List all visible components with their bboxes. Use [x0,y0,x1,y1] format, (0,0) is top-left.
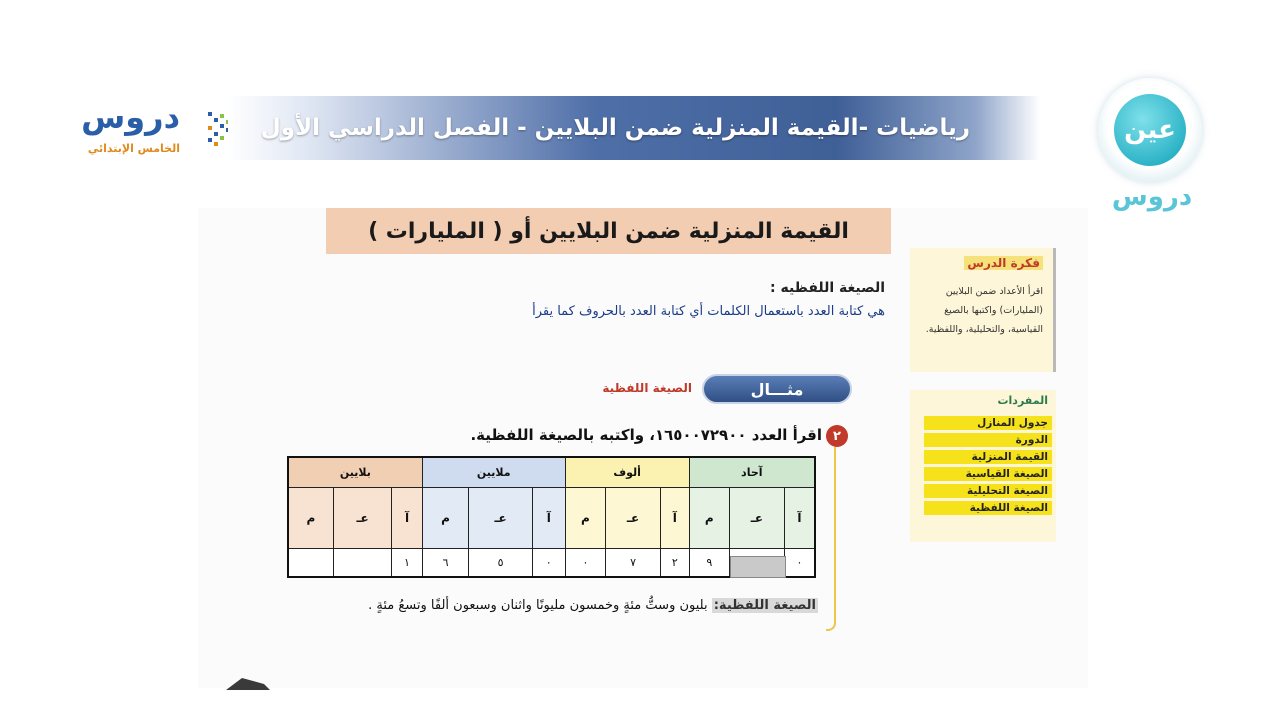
group-millions: ملايين [422,457,565,488]
brand-left-word: دروس [81,98,180,136]
digit-cell: ٠ [784,549,815,577]
digit-cell [333,549,391,577]
vocabulary-item: الصيغة القياسية [924,467,1052,481]
definition-body: هي كتابة العدد باستعمال الكلمات أي كتابة العدد بالحروف كما يقرأ [532,304,885,319]
brand-left-sub: الخامس الإبتدائي [87,142,180,155]
place-cell: م [689,488,729,549]
slide-title: القيمة المنزلية ضمن البلايين أو ( المليارات ) [326,208,891,254]
example-subtitle: الصيغة اللفظية [602,381,692,395]
place-cell: عـ [729,488,784,549]
place-cell: آ [784,488,815,549]
lesson-idea-heading: فكرة الدرس [964,256,1043,270]
lesson-idea-box [910,248,1056,372]
place-cell: آ [661,488,690,549]
place-cell: م [422,488,469,549]
question-text: اقرأ العدد ١٦٥٠٠٧٢٩٠٠، واكتبه بالصيغة اللفظية. [470,426,822,444]
answer-label: الصيغة اللفظية: [713,598,816,613]
digit-cell: ٧ [606,549,661,577]
lesson-idea-body: اقرأ الأعداد ضمن البلايين (المليارات) واكتبها بالصيغ القياسية، والتحليلية، واللفظية. [925,286,1043,335]
answer-line [290,598,818,613]
answer-text: بليون وستُّ مئةٍ وخمسون مليونًا واثنان وسبعون ألفًا وتسعُ مئةٍ . [368,598,708,613]
vocabulary-box [910,390,1056,542]
place-cell: آ [532,488,565,549]
vocabulary-item: القيمة المنزلية [924,450,1052,464]
place-cell: م [288,488,333,549]
question-number-badge: ٢ [826,425,848,447]
vocabulary-item: الصيغة التحليلية [924,484,1052,498]
vocabulary-item: جدول المنازل [924,416,1052,430]
definition-heading: الصيغة اللفظيه : [770,280,885,296]
vocabulary-item: الصيغة اللفظية [924,501,1052,515]
vocabulary-item: الدورة [924,433,1052,447]
table-callout [730,556,786,578]
group-thousands: ألوف [565,457,689,488]
lesson-title-bar [228,96,1040,160]
place-cell: م [565,488,605,549]
place-cell: عـ [606,488,661,549]
logo-circle-text: عين [1114,94,1186,166]
digit-cell: ٠ [532,549,565,577]
digit-cell: ٦ [422,549,469,577]
group-ones: آحاد [689,457,815,488]
digit-cell [288,549,333,577]
example-border [826,447,836,631]
digit-cell: ٢ [661,549,690,577]
example-badge: مثـــال [702,374,852,404]
lesson-title: رياضيات -القيمة المنزلية ضمن البلايين - الفصل الدراسي الأول [260,115,970,141]
place-cell: آ [392,488,422,549]
place-cell: عـ [469,488,532,549]
digit-cell: ٠ [565,549,605,577]
digit-cell: ٩ [689,549,729,577]
digit-cell: ٥ [469,549,532,577]
digit-cell: ١ [392,549,422,577]
vocabulary-list [924,416,1052,518]
brand-logo-left [80,98,250,168]
vocabulary-heading: المفردات [997,394,1048,407]
group-billions: بلايين [288,457,422,488]
brand-logo-right [1090,70,1210,220]
place-cell: عـ [333,488,391,549]
brand-right-word: دروس [1111,182,1193,212]
pen-cursor-icon [226,676,270,690]
